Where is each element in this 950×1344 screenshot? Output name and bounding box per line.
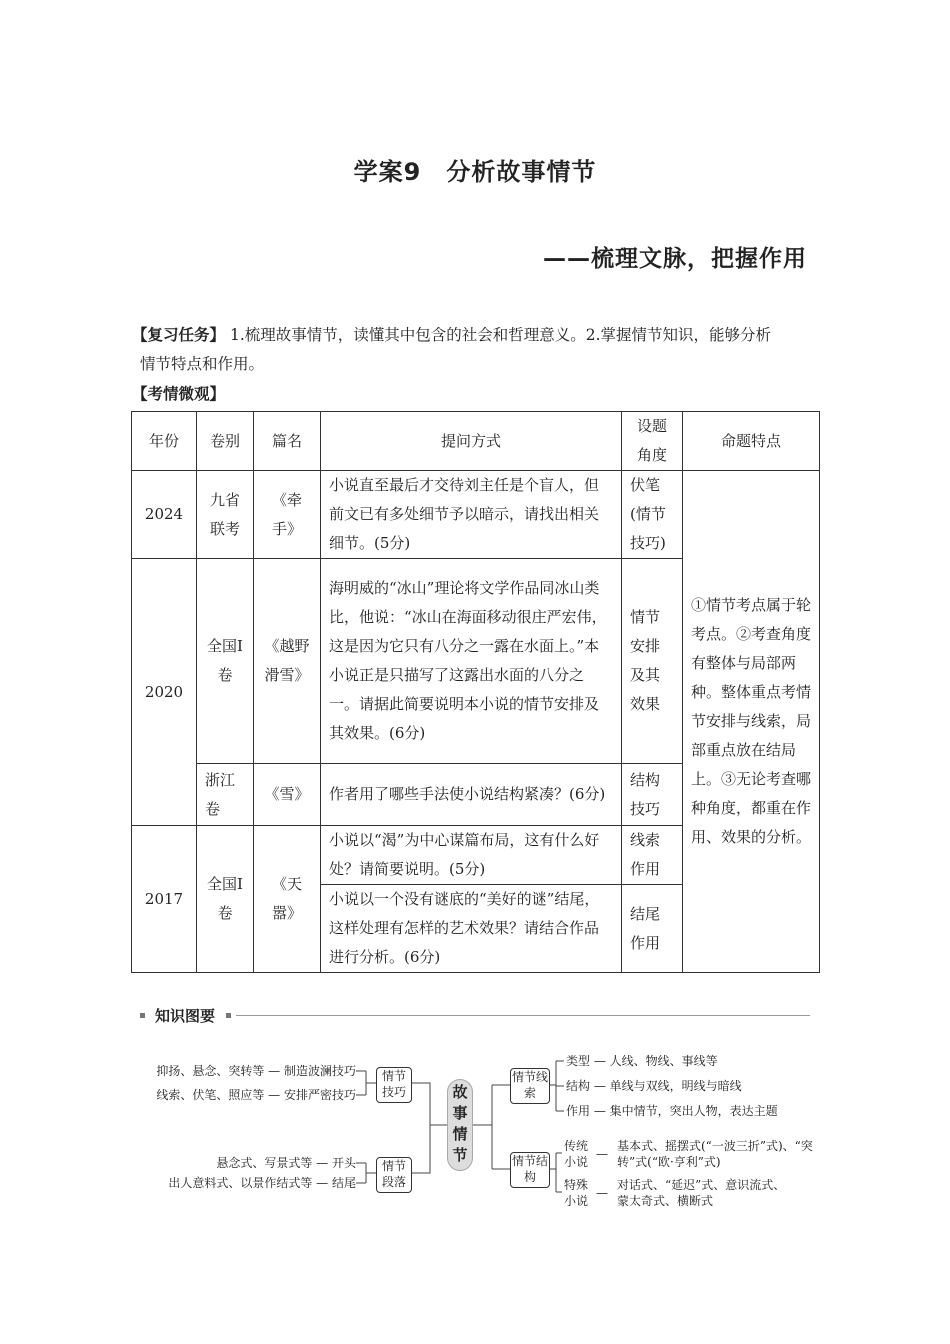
cell-paper: 浙江卷 [197, 764, 254, 826]
cell-year: 2017 [132, 826, 197, 973]
review-task-text-2: 情节特点和作用。 [140, 355, 265, 373]
cell-title: 《牵手》 [254, 471, 321, 559]
review-task-text: 1.梳理故事情节，读懂其中包含的社会和哲理意义。2.掌握情节知识，能够分析 [229, 326, 772, 344]
cell-year: 2024 [132, 471, 197, 559]
cell-title: 《天嚣》 [254, 826, 321, 973]
structure-key: 特殊小说 [564, 1178, 589, 1208]
left-bottom-item: 出人意料式、以景作结式等 — 结尾 [168, 1176, 356, 1190]
clue-item: 结构 — 单线与双线，明线与暗线 [566, 1079, 742, 1093]
clue-item: 类型 — 人线、物线、事线等 [566, 1054, 718, 1068]
paragraph-box: 情节段落 [376, 1157, 412, 1193]
cell-question: 海明威的“冰山”理论将文学作品同冰山类比，他说：“冰山在海面移动很庄严宏伟，这是因为它只有八分之一露在水面上。”本小说正是只描写了这露出水面的八分之一。请据此简要说明本小说的情节安排及其效果。(6分) [321, 559, 622, 764]
technique-box: 情节技巧 [376, 1067, 412, 1103]
cell-year: 2020 [132, 559, 197, 826]
exam-label: 【考情微观】 [132, 385, 226, 403]
cell-angle: 伏笔(情节技巧) [622, 471, 683, 559]
table-header: 卷别 [197, 412, 254, 471]
cell-paper: 全国Ⅰ卷 [197, 826, 254, 973]
structure-key: 传统小说 [564, 1139, 589, 1169]
cell-question: 小说以一个没有谜底的“美好的谜”结尾，这样处理有怎样的艺术效果？请结合作品进行分析。(6分) [321, 885, 622, 973]
structure-value: 基本式、摇摆式(“一波三折”式)、“突转”式(“欧·亨利”式) [617, 1139, 813, 1169]
table-header: 命题特点 [683, 412, 820, 471]
cell-question: 小说以“渴”为中心谋篇布局，这有什么好处？请简要说明。(5分) [321, 826, 622, 885]
cell-angle: 结构技巧 [622, 764, 683, 826]
review-task-label: 【复习任务】 [132, 326, 226, 344]
page-subtitle: ——梳理文脉，把握作用 [543, 246, 807, 272]
table-header: 篇名 [254, 412, 321, 471]
section-label: 知识图要 [155, 1007, 216, 1025]
clue-key: 作用 [566, 1104, 591, 1118]
cell-angle: 情节安排及其效果 [622, 559, 683, 764]
cell-question: 小说直至最后才交待刘主任是个盲人，但前文已有多处细节予以暗示，请找出相关细节。(5分) [321, 471, 622, 559]
cell-angle: 线索作用 [622, 826, 683, 885]
knowledge-map: 抑扬、悬念、突转等 — 制造波澜技巧 线索、伏笔、照应等 — 安排严密技巧 情节技巧 悬念式、写景式等 — 开头 出人意料式、以景作结式等 — 结尾 情节段落 故事情节 情节线索 类型 — 人线、物线、事线等 结构 — 单线与双线，明线与暗线 作用 — 集中情节，突出人物，表达主题 情节结构 传统小说 — 基本式、摇摆式(“一波三折”式)、“突转”式(“欧·亨利”式) 特殊小说 — 对话式、“延迟”式、意识流式、蒙太奇式、横断式 [0, 0, 950, 1344]
cell-title: 《越野滑雪》 [254, 559, 321, 764]
clue-item: 作用 — 集中情节，突出人物，表达主题 [566, 1104, 778, 1118]
cell-feature: ①情节考点属于轮考点。②考查角度有整体与局部两种。整体重点考情节安排与线索，局部重点放在结局上。③无论考查哪种角度，都重在作用、效果的分析。 [683, 471, 820, 973]
cell-title: 《雪》 [254, 764, 321, 826]
page-title: 学案9 分析故事情节 [353, 158, 597, 186]
clue-value: 集中情节，突出人物，表达主题 [609, 1104, 778, 1118]
structure-value: 对话式、“延迟”式、意识流式、蒙太奇式、横断式 [617, 1178, 786, 1208]
table-header: 设题角度 [622, 412, 683, 471]
cell-paper: 九省联考 [197, 471, 254, 559]
clue-value: 单线与双线，明线与暗线 [609, 1079, 742, 1093]
table-header: 年份 [132, 412, 197, 471]
left-top-item: 线索、伏笔、照应等 — 安排严密技巧 [156, 1088, 356, 1102]
clue-box: 情节线索 [510, 1068, 550, 1104]
clue-value: 人线、物线、事线等 [609, 1054, 718, 1068]
structure-box: 情节结构 [510, 1152, 550, 1188]
left-top-item: 抑扬、悬念、突转等 — 制造波澜技巧 [156, 1064, 356, 1078]
cell-angle: 结尾作用 [622, 885, 683, 973]
table-header: 提问方式 [321, 412, 622, 471]
clue-key: 结构 [566, 1079, 591, 1093]
left-bottom-item: 悬念式、写景式等 — 开头 [216, 1156, 356, 1170]
cell-paper: 全国Ⅰ卷 [197, 559, 254, 764]
clue-key: 类型 [566, 1054, 591, 1068]
center-node: 故事情节 [447, 1079, 473, 1171]
cell-question: 作者用了哪些手法使小说结构紧凑？(6分) [321, 764, 622, 826]
